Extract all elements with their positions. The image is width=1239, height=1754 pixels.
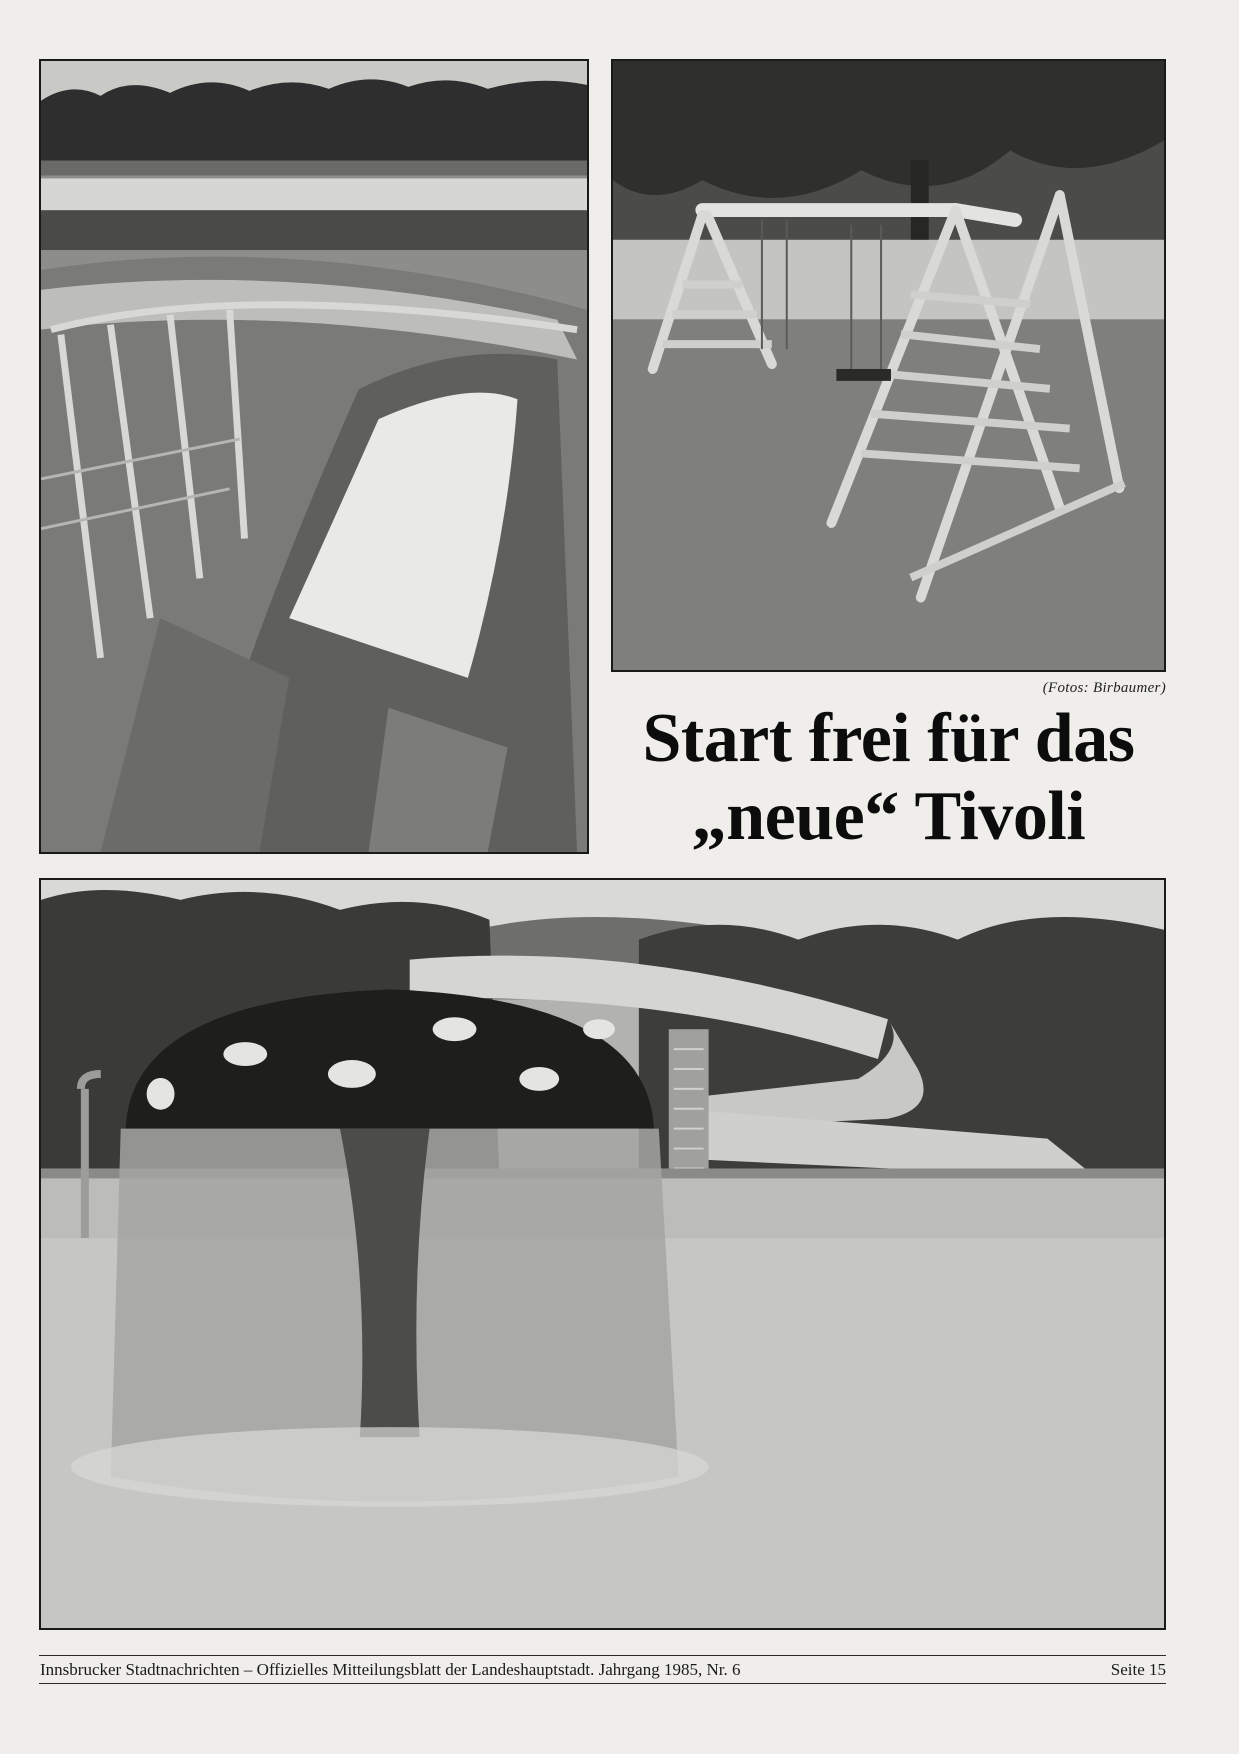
photo-credit: (Fotos: Birbaumer) — [1042, 680, 1166, 696]
footer-publication: Innsbrucker Stadtnachrichten – Offizielles Mitteilungsblatt der Landeshauptstadt. Jahrgang 1985, Nr. 6 — [40, 1660, 741, 1679]
footer-page-number: Seite 15 — [1110, 1660, 1166, 1679]
water-slide-image — [41, 61, 587, 852]
photo-swing-set — [611, 59, 1166, 672]
swing-set-image — [613, 61, 1164, 670]
photo-mushroom-fountain — [39, 878, 1166, 1630]
headline — [611, 700, 1166, 856]
mushroom-fountain-image — [41, 880, 1164, 1628]
photo-water-slide — [39, 59, 589, 854]
headline-line-2: „neue“ Tivoli — [691, 778, 1086, 855]
footer-rule-top — [39, 1655, 1166, 1656]
footer-rule-bottom — [39, 1683, 1166, 1684]
headline-line-1: Start frei für das — [642, 700, 1135, 777]
